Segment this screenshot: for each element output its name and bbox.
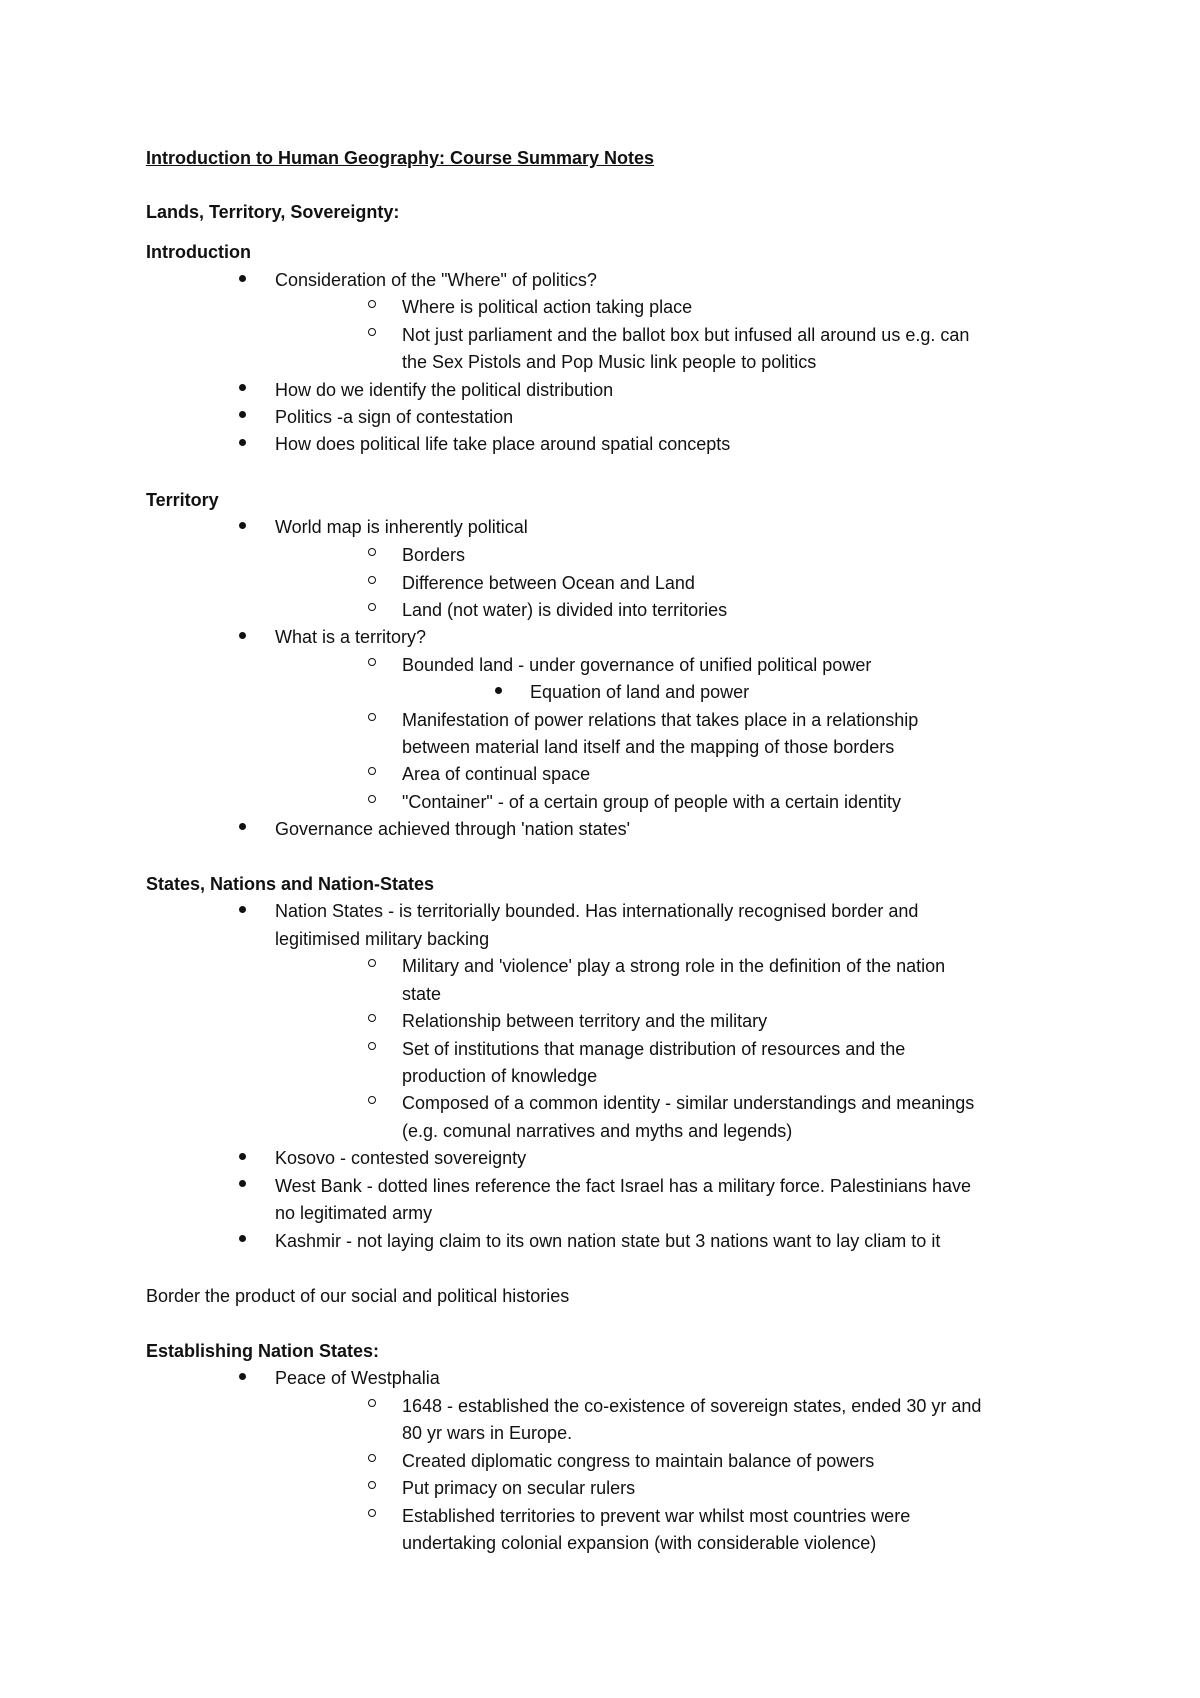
circle-bullet-icon (368, 1481, 376, 1489)
heading-territory: Territory (146, 490, 219, 510)
list-item: Military and 'violence' play a strong role in the definition of the nation (402, 956, 946, 976)
list-item: How does political life take place around spatial concepts (275, 434, 731, 454)
circle-bullet-icon (368, 548, 376, 556)
circle-bullet-icon (368, 658, 376, 666)
bullet-icon (495, 687, 502, 694)
list-item: What is a territory? (275, 627, 427, 647)
list-item: Nation States - is territorially bounded. Has internationally recognised border and (275, 901, 919, 921)
list-item-continuation: no legitimated army (275, 1203, 433, 1223)
list-item: Not just parliament and the ballot box but infused all around us e.g. can (402, 325, 970, 345)
list-item-continuation: legitimised military backing (275, 929, 490, 949)
bullet-icon (239, 823, 246, 830)
bullet-icon (239, 1235, 246, 1242)
list-item: Kosovo - contested sovereignty (275, 1148, 527, 1168)
bullet-icon (239, 522, 246, 529)
list-item: Kashmir - not laying claim to its own nation state but 3 nations want to lay cliam to it (275, 1231, 941, 1251)
circle-bullet-icon (368, 1454, 376, 1462)
list-item: Politics -a sign of contestation (275, 407, 514, 427)
circle-bullet-icon (368, 1509, 376, 1517)
list-item: Manifestation of power relations that takes place in a relationship (402, 710, 919, 730)
list-item: Set of institutions that manage distribution of resources and the (402, 1039, 906, 1059)
list-item: How do we identify the political distribution (275, 380, 614, 400)
heading-states-nations: States, Nations and Nation-States (146, 874, 435, 894)
circle-bullet-icon (368, 1042, 376, 1050)
list-item: Equation of land and power (530, 682, 750, 702)
list-item: Where is political action taking place (402, 297, 693, 317)
circle-bullet-icon (368, 1399, 376, 1407)
bullet-icon (239, 411, 246, 418)
paragraph-border: Border the product of our social and political histories (146, 1286, 570, 1306)
list-item: Land (not water) is divided into territories (402, 600, 728, 620)
circle-bullet-icon (368, 767, 376, 775)
list-item-continuation: (e.g. comunal narratives and myths and legends) (402, 1121, 793, 1141)
list-item-continuation: between material land itself and the mapping of those borders (402, 737, 895, 757)
list-item: Consideration of the "Where" of politics? (275, 270, 597, 290)
list-item-continuation: production of knowledge (402, 1066, 598, 1086)
list-item: Bounded land - under governance of unified political power (402, 655, 872, 675)
heading-establishing: Establishing Nation States: (146, 1341, 380, 1361)
bullet-icon (239, 906, 246, 913)
list-item: Peace of Westphalia (275, 1368, 440, 1388)
list-item: "Container" - of a certain group of people with a certain identity (402, 792, 902, 812)
list-item: World map is inherently political (275, 517, 528, 537)
list-item: West Bank - dotted lines reference the fact Israel has a military force. Palestinians have (275, 1176, 972, 1196)
bullet-icon (239, 275, 246, 282)
list-item: Borders (402, 545, 466, 565)
list-item: 1648 - established the co-existence of sovereign states, ended 30 yr and (402, 1396, 982, 1416)
document-title: Introduction to Human Geography: Course Summary Notes (146, 148, 655, 168)
circle-bullet-icon (368, 328, 376, 336)
bullet-icon (239, 1373, 246, 1380)
list-item-continuation: the Sex Pistols and Pop Music link people to politics (402, 352, 817, 372)
list-item-continuation: undertaking colonial expansion (with considerable violence) (402, 1533, 877, 1553)
list-item: Governance achieved through 'nation states' (275, 819, 631, 839)
circle-bullet-icon (368, 576, 376, 584)
list-item-continuation: state (402, 984, 442, 1004)
bullet-icon (239, 1180, 246, 1187)
circle-bullet-icon (368, 1014, 376, 1022)
list-item: Established territories to prevent war whilst most countries were (402, 1506, 911, 1526)
list-item: Put primacy on secular rulers (402, 1478, 636, 1498)
list-item: Area of continual space (402, 764, 591, 784)
circle-bullet-icon (368, 959, 376, 967)
bullet-icon (239, 439, 246, 446)
list-item: Relationship between territory and the military (402, 1011, 768, 1031)
list-item: Composed of a common identity - similar understandings and meanings (402, 1093, 975, 1113)
list-item: Created diplomatic congress to maintain balance of powers (402, 1451, 875, 1471)
circle-bullet-icon (368, 713, 376, 721)
bullet-icon (239, 632, 246, 639)
list-item: Difference between Ocean and Land (402, 573, 695, 593)
list-item-continuation: 80 yr wars in Europe. (402, 1423, 573, 1443)
circle-bullet-icon (368, 300, 376, 308)
bullet-icon (239, 1153, 246, 1160)
section-heading-lands: Lands, Territory, Sovereignty: (146, 202, 400, 222)
bullet-icon (239, 384, 246, 391)
circle-bullet-icon (368, 603, 376, 611)
circle-bullet-icon (368, 795, 376, 803)
heading-introduction: Introduction (146, 242, 251, 262)
circle-bullet-icon (368, 1096, 376, 1104)
